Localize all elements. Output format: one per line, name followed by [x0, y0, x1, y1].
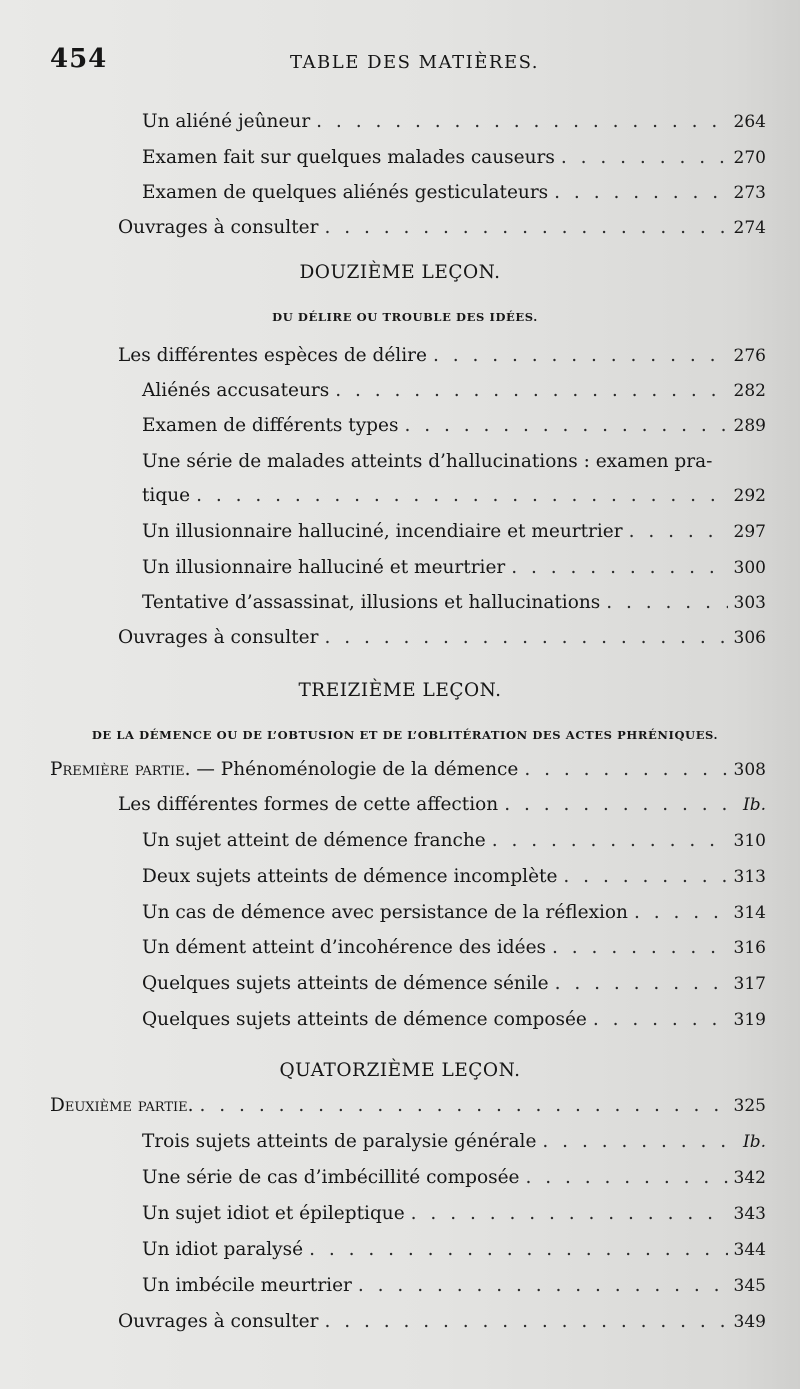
leader-dots: [411, 1196, 728, 1232]
toc-entry: [142, 408, 766, 444]
entry-title: Ouvrages à consulter: [118, 627, 319, 648]
toc-entry: [142, 140, 766, 176]
entry-title: Un aliéné jeûneur: [142, 111, 311, 132]
leader-dots: [524, 752, 727, 788]
leader-dots: [511, 550, 727, 586]
toc-entry: [142, 1124, 766, 1160]
toc-entry: [142, 966, 766, 1002]
leader-dots: [593, 1002, 728, 1038]
toc-entry: [118, 210, 766, 246]
leader-dots: [525, 1160, 727, 1196]
entry-page: 282: [733, 381, 766, 401]
entry-page: 273: [733, 183, 766, 203]
entry-page: 325: [733, 1096, 766, 1116]
leader-dots: [606, 585, 727, 621]
entry-title: Quelques sujets atteints de démence sénile: [142, 973, 549, 994]
entry-page: 308: [733, 760, 766, 780]
lesson-title: TREIZIÈME LEÇON.: [298, 680, 502, 701]
entry-title: Tentative d’assassinat, illusions et hallucinations: [142, 592, 601, 613]
entry-title: Examen de quelques aliénés gesticulateurs: [142, 182, 549, 203]
toc-entry: [142, 1268, 766, 1304]
leader-dots: [629, 514, 728, 550]
toc-entry: [118, 1304, 766, 1340]
toc-entry: [118, 338, 766, 374]
entry-title-line1: Une série de malades atteints d’hallucinations : examen pra-: [142, 451, 713, 472]
entry-title: Ouvrages à consulter: [118, 1311, 319, 1332]
entry-page: 289: [733, 416, 766, 436]
entry-page: 264: [733, 112, 766, 132]
lesson-title: DOUZIÈME LEÇON.: [299, 262, 501, 283]
toc-part-entry: [50, 752, 766, 788]
entry-title: Une série de cas d’imbécillité composée: [142, 1167, 520, 1188]
entry-title: Un illusionnaire halluciné et meurtrier: [142, 557, 506, 578]
entry-page: 344: [733, 1240, 766, 1260]
entry-title: Aliénés accusateurs: [142, 380, 330, 401]
toc-entry: [142, 1232, 766, 1268]
leader-dots: [561, 140, 728, 176]
toc-entry: [118, 620, 766, 656]
toc-entry: [142, 1160, 766, 1196]
entry-page: 316: [733, 938, 766, 958]
entry-page: 345: [733, 1276, 766, 1296]
entry-title: Examen de différents types: [142, 415, 399, 436]
leader-dots: [542, 1124, 737, 1160]
leader-dots: [309, 1232, 727, 1268]
toc-entry: [142, 175, 766, 211]
entry-title: Un dément atteint d’incohérence des idées: [142, 937, 547, 958]
entry-title: Trois sujets atteints de paralysie générale: [142, 1131, 537, 1152]
toc-entry: [142, 373, 766, 409]
entry-title: Les différentes espèces de délire: [118, 345, 427, 366]
running-title: TABLE DES MATIÈRES.: [290, 52, 539, 73]
entry-page: 276: [733, 346, 766, 366]
entry-title: Deux sujets atteints de démence incomplète: [142, 866, 558, 887]
entry-page: 317: [733, 974, 766, 994]
toc-entry: [142, 823, 766, 859]
toc-entry: [142, 104, 766, 140]
leader-dots: [324, 1304, 727, 1340]
page-number: 454: [50, 44, 108, 74]
toc-entry: [142, 930, 766, 966]
leader-dots: [316, 104, 727, 140]
leader-dots: [200, 1088, 728, 1124]
entry-page: 313: [733, 867, 766, 887]
leader-dots: [404, 408, 727, 444]
entry-title: Un idiot paralysé: [142, 1239, 304, 1260]
leader-dots: [492, 823, 728, 859]
part-title: — Phénoménologie de la démence: [196, 759, 519, 780]
toc-entry: [142, 478, 766, 514]
entry-page: 343: [733, 1204, 766, 1224]
toc-entry: [142, 585, 766, 621]
entry-title: Ouvrages à consulter: [118, 217, 319, 238]
entry-title: Examen fait sur quelques malades causeurs: [142, 147, 555, 168]
entry-page: 342: [733, 1168, 766, 1188]
entry-page: 297: [733, 522, 766, 542]
part-label: Première partie.: [50, 759, 191, 780]
entry-page: 270: [733, 148, 766, 168]
entry-page: 306: [733, 628, 766, 648]
toc-entry: [142, 1196, 766, 1232]
leader-dots: [358, 1268, 728, 1304]
toc-entry: [142, 550, 766, 586]
leader-dots: [555, 966, 728, 1002]
leader-dots: [324, 620, 727, 656]
leader-dots: [504, 787, 737, 823]
entry-title: Un cas de démence avec persistance de la réflexion: [142, 902, 628, 923]
leader-dots: [335, 373, 727, 409]
toc-entry: [142, 514, 766, 550]
entry-title: Les différentes formes de cette affection: [118, 794, 499, 815]
leader-dots: [433, 338, 728, 374]
entry-page: 319: [733, 1010, 766, 1030]
entry-title: tique: [142, 485, 191, 506]
toc-part-entry: [50, 1088, 766, 1124]
lesson-subtitle: DU DÉLIRE OU TROUBLE DES IDÉES.: [272, 310, 538, 324]
part-heading: [50, 752, 518, 788]
toc-entry: [142, 859, 766, 895]
entry-title: Quelques sujets atteints de démence composée: [142, 1009, 587, 1030]
toc-entry: [142, 895, 766, 931]
entry-page: 314: [733, 903, 766, 923]
toc-entry: [118, 787, 766, 823]
leader-dots: [324, 210, 727, 246]
entry-page: 349: [733, 1312, 766, 1332]
lesson-title: QUATORZIÈME LEÇON.: [279, 1060, 521, 1081]
entry-title: Un sujet idiot et épileptique: [142, 1203, 405, 1224]
entry-page: 303: [733, 593, 766, 613]
leader-dots: [552, 930, 728, 966]
page-header: [50, 44, 750, 84]
leader-dots: [196, 478, 727, 514]
leader-dots: [563, 859, 727, 895]
entry-title: Un imbécile meurtrier: [142, 1275, 352, 1296]
toc-entry: [142, 1002, 766, 1038]
entry-page: 292: [733, 486, 766, 506]
entry-page: 300: [733, 558, 766, 578]
entry-page: Ib.: [742, 795, 766, 815]
entry-title: Un sujet atteint de démence franche: [142, 830, 486, 851]
leader-dots: [554, 175, 727, 211]
lesson-subtitle: DE LA DÉMENCE OU DE L’OBTUSION ET DE L’OBLITÉRATION DES ACTES PHRÉNIQUES.: [91, 728, 719, 742]
entry-page: 310: [733, 831, 766, 851]
entry-page: Ib.: [742, 1132, 766, 1152]
part-label: Deuxième partie.: [50, 1095, 194, 1116]
entry-page: 274: [733, 218, 766, 238]
leader-dots: [634, 895, 728, 931]
entry-title: Un illusionnaire halluciné, incendiaire et meurtrier: [142, 521, 623, 542]
